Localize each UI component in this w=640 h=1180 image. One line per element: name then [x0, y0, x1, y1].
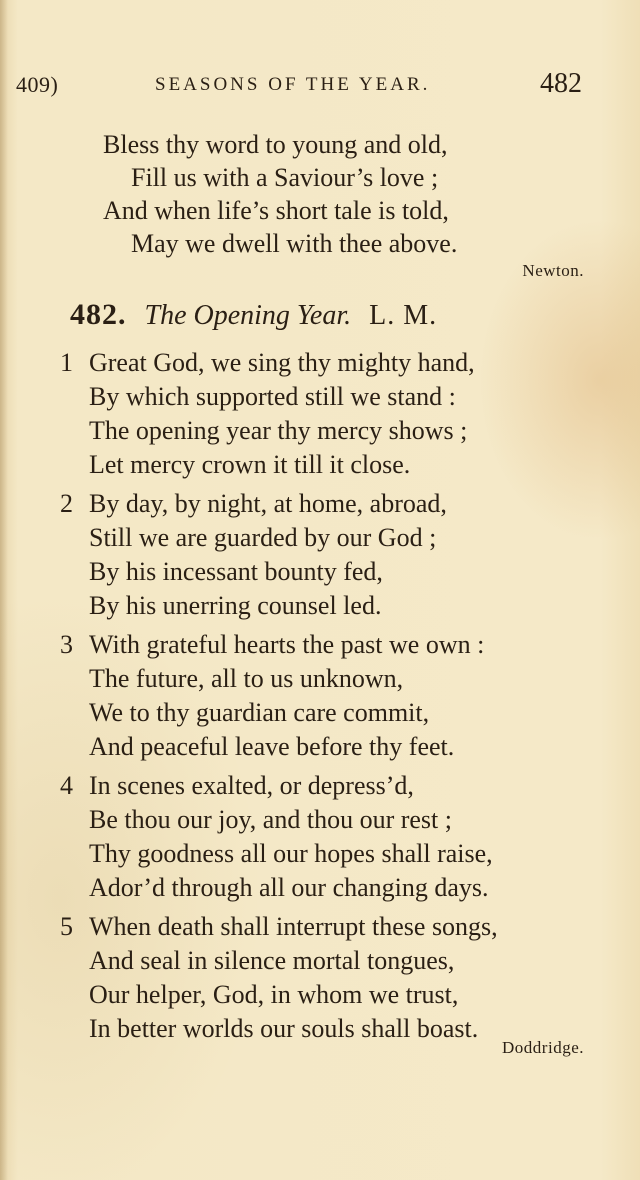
- hymn-meter: L. M.: [369, 300, 438, 331]
- verse-line: By his incessant bounty fed,: [89, 557, 383, 586]
- verse-line: With grateful hearts the past we own :: [89, 630, 485, 659]
- verse-number: 4: [60, 771, 73, 800]
- poem-line: Fill us with a Saviour’s love ;: [131, 163, 439, 192]
- section-title: SEASONS OF THE YEAR.: [155, 74, 431, 95]
- poem-line: May we dwell with thee above.: [131, 229, 458, 258]
- hymn-number: 482.: [70, 298, 127, 331]
- hymn-heading: [70, 298, 437, 332]
- hymn-range-label: 409): [16, 72, 59, 97]
- verse-1: [0, 346, 640, 482]
- verse-line: And peaceful leave before thy feet.: [89, 732, 455, 761]
- verse-number: 3: [60, 630, 73, 659]
- verse-line: Still we are guarded by our God ;: [89, 523, 437, 552]
- hymn-title: The Opening Year.: [144, 300, 352, 331]
- running-header: [0, 68, 640, 104]
- verse-5: [0, 910, 640, 1046]
- verse-line: In scenes exalted, or depress’d,: [89, 771, 414, 800]
- verse-line: Our helper, God, in whom we trust,: [89, 980, 459, 1009]
- verse-2: [0, 487, 640, 623]
- poem-line: Bless thy word to young and old,: [103, 130, 448, 159]
- verse-line: The future, all to us unknown,: [89, 664, 404, 693]
- hymn-verses: [0, 346, 640, 1051]
- verse-line: Let mercy crown it till it close.: [89, 450, 411, 479]
- hymn-author: Doddridge.: [502, 1038, 584, 1057]
- verse-line: In better worlds our souls shall boast.: [89, 1014, 479, 1043]
- previous-hymn-author: Newton.: [522, 261, 584, 280]
- page-number: 482: [540, 68, 582, 99]
- poem-line: And when life’s short tale is told,: [103, 196, 449, 225]
- verse-line: The opening year thy mercy shows ;: [89, 416, 468, 445]
- verse-3: [0, 628, 640, 764]
- verse-number: 5: [60, 912, 73, 941]
- verse-line: By day, by night, at home, abroad,: [89, 489, 447, 518]
- verse-line: Ador’d through all our changing days.: [89, 873, 489, 902]
- verse-number: 2: [60, 489, 73, 518]
- previous-hymn-stanza: [0, 128, 640, 260]
- verse-line: By which supported still we stand :: [89, 382, 456, 411]
- verse-line: By his unerring counsel led.: [89, 591, 382, 620]
- verse-line: Be thou our joy, and thou our rest ;: [89, 805, 452, 834]
- verse-number: 1: [60, 348, 73, 377]
- verse-line: Great God, we sing thy mighty hand,: [89, 348, 475, 377]
- verse-line: And seal in silence mortal tongues,: [89, 946, 455, 975]
- verse-4: [0, 769, 640, 905]
- verse-line: Thy goodness all our hopes shall raise,: [89, 839, 493, 868]
- verse-line: When death shall interrupt these songs,: [89, 912, 498, 941]
- verse-line: We to thy guardian care commit,: [89, 698, 430, 727]
